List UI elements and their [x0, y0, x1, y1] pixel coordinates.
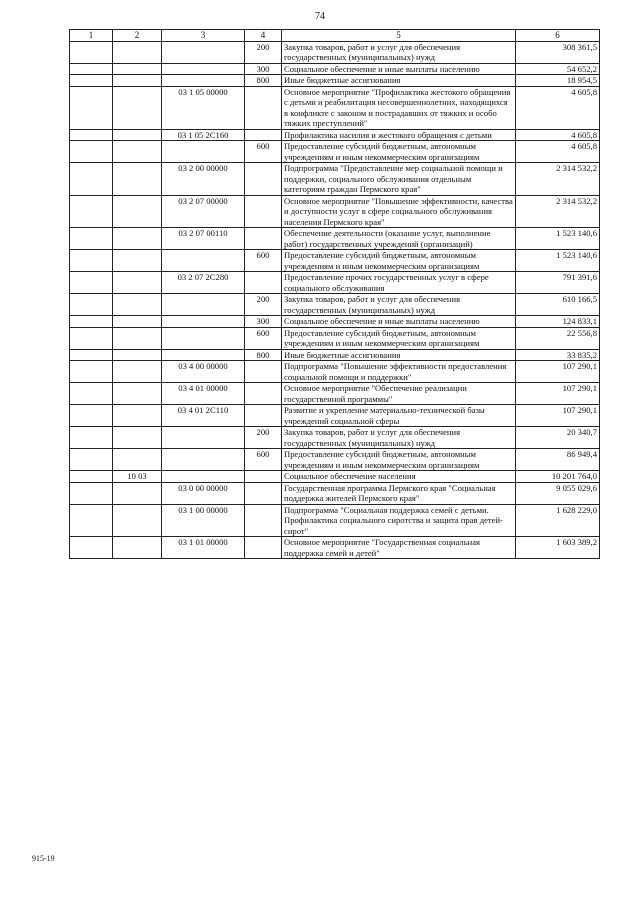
amount-cell: 86 949,4: [516, 449, 600, 471]
target-article-cell: 03 4 01 00000: [162, 383, 245, 405]
item-name-cell: Социальное обеспечение и иные выплаты населению: [282, 63, 516, 75]
table-row: [70, 327, 600, 349]
section-code-cell: [113, 63, 162, 75]
target-article-cell: [162, 316, 245, 328]
target-article-cell: [162, 141, 245, 163]
target-article-cell: [162, 250, 245, 272]
table-row: [70, 361, 600, 383]
column-number-row: [70, 30, 600, 42]
ministry-cell: [70, 141, 113, 163]
expense-type-cell: [245, 482, 282, 504]
section-code-cell: [113, 250, 162, 272]
table-row: [70, 250, 600, 272]
ministry-cell: [70, 405, 113, 427]
item-name-cell: Развитие и укрепление материально-технической базы учреждений социальной сферы: [282, 405, 516, 427]
expense-type-cell: [245, 129, 282, 141]
amount-cell: 2 314 532,2: [516, 195, 600, 228]
amount-cell: 610 166,5: [516, 294, 600, 316]
target-article-cell: 03 2 07 2С280: [162, 272, 245, 294]
item-name-cell: Основное мероприятие "Обеспечение реализации государственной программы": [282, 383, 516, 405]
expense-type-cell: 600: [245, 141, 282, 163]
target-article-cell: [162, 349, 245, 361]
target-article-cell: [162, 327, 245, 349]
item-name-cell: Основное мероприятие "Профилактика жестокого обращения с детьми и реабилитация несовершеннолетних, находящихся в конфликте с законом и пострадавших от тяжких и особо тяжких преступлений": [282, 86, 516, 129]
table-row: [70, 41, 600, 63]
table-row: [70, 427, 600, 449]
item-name-cell: Закупка товаров, работ и услуг для обеспечения государственных (муниципальных) нужд: [282, 427, 516, 449]
ministry-cell: [70, 383, 113, 405]
section-code-cell: [113, 86, 162, 129]
section-code-cell: [113, 361, 162, 383]
target-article-cell: 03 4 01 2С110: [162, 405, 245, 427]
expense-type-cell: [245, 195, 282, 228]
amount-cell: 107 290,1: [516, 361, 600, 383]
column-header: 5: [282, 30, 516, 42]
table-row: [70, 449, 600, 471]
table-row: [70, 86, 600, 129]
expense-type-cell: [245, 471, 282, 483]
ministry-cell: [70, 449, 113, 471]
target-article-cell: 03 2 07 00110: [162, 228, 245, 250]
ministry-cell: [70, 75, 113, 87]
section-code-cell: [113, 272, 162, 294]
ministry-cell: [70, 41, 113, 63]
table-row: [70, 228, 600, 250]
document-code: 915-19: [32, 854, 55, 863]
expense-type-cell: [245, 383, 282, 405]
section-code-cell: [113, 504, 162, 537]
table-row: [70, 537, 600, 559]
section-code-cell: [113, 349, 162, 361]
target-article-cell: [162, 449, 245, 471]
section-code-cell: [113, 482, 162, 504]
target-article-cell: [162, 41, 245, 63]
table-row: [70, 63, 600, 75]
amount-cell: 308 361,5: [516, 41, 600, 63]
ministry-cell: [70, 482, 113, 504]
expense-type-cell: 200: [245, 294, 282, 316]
amount-cell: 9 055 029,6: [516, 482, 600, 504]
item-name-cell: Закупка товаров, работ и услуг для обеспечения государственных (муниципальных) нужд: [282, 41, 516, 63]
budget-table: [69, 29, 600, 559]
item-name-cell: Обеспечение деятельности (оказание услуг, выполнение работ) государственных учреждений (организаций): [282, 228, 516, 250]
ministry-cell: [70, 504, 113, 537]
ministry-cell: [70, 294, 113, 316]
amount-cell: 18 954,5: [516, 75, 600, 87]
table-row: [70, 195, 600, 228]
ministry-cell: [70, 86, 113, 129]
target-article-cell: 03 2 00 00000: [162, 163, 245, 196]
amount-cell: 1 523 140,6: [516, 250, 600, 272]
amount-cell: 107 290,1: [516, 383, 600, 405]
amount-cell: 124 833,1: [516, 316, 600, 328]
amount-cell: 10 201 764,0: [516, 471, 600, 483]
target-article-cell: [162, 471, 245, 483]
item-name-cell: Предоставление субсидий бюджетным, автономным учреждениям и иным некоммерческим организациям: [282, 327, 516, 349]
ministry-cell: [70, 471, 113, 483]
target-article-cell: 03 2 07 00000: [162, 195, 245, 228]
item-name-cell: Основное мероприятие "Государственная социальная поддержка семей и детей": [282, 537, 516, 559]
section-code-cell: [113, 449, 162, 471]
table-row: [70, 405, 600, 427]
expense-type-cell: [245, 361, 282, 383]
item-name-cell: Предоставление прочих государственных услуг в сфере социального обслуживания: [282, 272, 516, 294]
expense-type-cell: [245, 228, 282, 250]
table-row: [70, 272, 600, 294]
ministry-cell: [70, 195, 113, 228]
ministry-cell: [70, 361, 113, 383]
section-code-cell: [113, 75, 162, 87]
item-name-cell: Закупка товаров, работ и услуг для обеспечения государственных (муниципальных) нужд: [282, 294, 516, 316]
table-row: [70, 294, 600, 316]
amount-cell: 791 391,6: [516, 272, 600, 294]
section-code-cell: [113, 129, 162, 141]
section-code-cell: [113, 41, 162, 63]
expense-type-cell: [245, 86, 282, 129]
section-code-cell: [113, 427, 162, 449]
column-header: 6: [516, 30, 600, 42]
section-code-cell: [113, 383, 162, 405]
target-article-cell: 03 1 00 00000: [162, 504, 245, 537]
column-header: 3: [162, 30, 245, 42]
section-code-cell: [113, 537, 162, 559]
amount-cell: 1 603 389,2: [516, 537, 600, 559]
table-row: [70, 141, 600, 163]
amount-cell: 1 523 140,6: [516, 228, 600, 250]
target-article-cell: [162, 63, 245, 75]
target-article-cell: [162, 427, 245, 449]
item-name-cell: Предоставление субсидий бюджетным, автономным учреждениям и иным некоммерческим организациям: [282, 449, 516, 471]
table-row: [70, 504, 600, 537]
expense-type-cell: [245, 272, 282, 294]
target-article-cell: 03 1 05 00000: [162, 86, 245, 129]
section-code-cell: [113, 327, 162, 349]
column-header: 4: [245, 30, 282, 42]
section-code-cell: [113, 195, 162, 228]
amount-cell: 33 835,2: [516, 349, 600, 361]
item-name-cell: Подпрограмма "Предоставление мер социальной помощи и поддержки, социального обслуживания отдельным категориям граждан Пермского края": [282, 163, 516, 196]
ministry-cell: [70, 272, 113, 294]
item-name-cell: Подпрограмма "Социальная поддержка семей с детьми. Профилактика социального сиротства и защита прав детей-сирот": [282, 504, 516, 537]
table-row: [70, 471, 600, 483]
amount-cell: 2 314 532,2: [516, 163, 600, 196]
item-name-cell: Государственная программа Пермского края "Социальная поддержка жителей Пермского края": [282, 482, 516, 504]
ministry-cell: [70, 327, 113, 349]
section-code-cell: [113, 294, 162, 316]
expense-type-cell: [245, 537, 282, 559]
table-row: [70, 482, 600, 504]
column-header: 2: [113, 30, 162, 42]
ministry-cell: [70, 163, 113, 196]
expense-type-cell: 600: [245, 449, 282, 471]
item-name-cell: Иные бюджетные ассигнования: [282, 349, 516, 361]
expense-type-cell: 600: [245, 250, 282, 272]
amount-cell: 22 556,8: [516, 327, 600, 349]
expense-type-cell: 200: [245, 41, 282, 63]
table-row: [70, 75, 600, 87]
ministry-cell: [70, 537, 113, 559]
amount-cell: 54 652,2: [516, 63, 600, 75]
ministry-cell: [70, 63, 113, 75]
section-code-cell: [113, 316, 162, 328]
target-article-cell: [162, 75, 245, 87]
column-header: 1: [70, 30, 113, 42]
section-code-cell: 10 03: [113, 471, 162, 483]
item-name-cell: Подпрограмма "Повышение эффективности предоставления социальной помощи и поддержки": [282, 361, 516, 383]
amount-cell: 4 605,8: [516, 141, 600, 163]
target-article-cell: 03 4 00 00000: [162, 361, 245, 383]
ministry-cell: [70, 349, 113, 361]
target-article-cell: 03 1 01 00000: [162, 537, 245, 559]
target-article-cell: [162, 294, 245, 316]
table-row: [70, 129, 600, 141]
table-row: [70, 383, 600, 405]
expense-type-cell: 800: [245, 75, 282, 87]
section-code-cell: [113, 228, 162, 250]
ministry-cell: [70, 250, 113, 272]
expense-type-cell: [245, 405, 282, 427]
expense-type-cell: 600: [245, 327, 282, 349]
section-code-cell: [113, 405, 162, 427]
item-name-cell: Предоставление субсидий бюджетным, автономным учреждениям и иным некоммерческим организациям: [282, 250, 516, 272]
ministry-cell: [70, 228, 113, 250]
ministry-cell: [70, 316, 113, 328]
expense-type-cell: [245, 163, 282, 196]
table-row: [70, 163, 600, 196]
table-row: [70, 316, 600, 328]
section-code-cell: [113, 163, 162, 196]
expense-type-cell: 800: [245, 349, 282, 361]
item-name-cell: Предоставление субсидий бюджетным, автономным учреждениям и иным некоммерческим организациям: [282, 141, 516, 163]
item-name-cell: Основное мероприятие "Повышение эффективности, качества и доступности услуг в сфере социального обслуживания населения Пермского края": [282, 195, 516, 228]
section-code-cell: [113, 141, 162, 163]
ministry-cell: [70, 129, 113, 141]
expense-type-cell: 200: [245, 427, 282, 449]
amount-cell: 107 290,1: [516, 405, 600, 427]
expense-type-cell: 300: [245, 316, 282, 328]
item-name-cell: Социальное обеспечение населения: [282, 471, 516, 483]
amount-cell: 20 340,7: [516, 427, 600, 449]
item-name-cell: Иные бюджетные ассигнования: [282, 75, 516, 87]
target-article-cell: 03 1 05 2С160: [162, 129, 245, 141]
page-number: 74: [315, 11, 325, 22]
expense-type-cell: [245, 504, 282, 537]
amount-cell: 4 605,8: [516, 86, 600, 129]
item-name-cell: Профилактика насилия и жестокого обращения с детьми: [282, 129, 516, 141]
table-body: [70, 41, 600, 559]
amount-cell: 1 628 229,0: [516, 504, 600, 537]
target-article-cell: 03 0 00 00000: [162, 482, 245, 504]
item-name-cell: Социальное обеспечение и иные выплаты населению: [282, 316, 516, 328]
amount-cell: 4 605,8: [516, 129, 600, 141]
ministry-cell: [70, 427, 113, 449]
table-row: [70, 349, 600, 361]
expense-type-cell: 300: [245, 63, 282, 75]
